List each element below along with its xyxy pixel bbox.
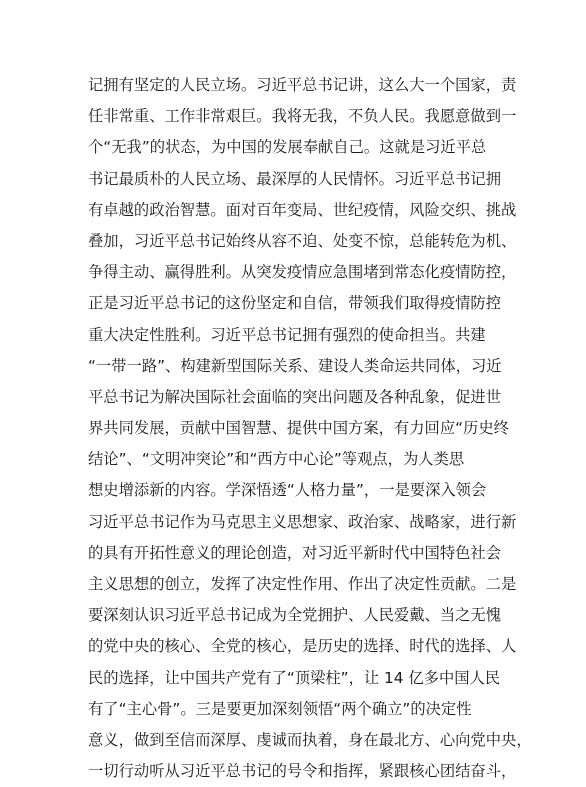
text-line: 结论”、“文明冲突论”和“西方中心论”等观点，为人类思: [88, 450, 465, 469]
text-line: 叠加，习近平总书记始终从容不迫、处变不惊，总能转危为机、: [88, 231, 517, 250]
text-line: 重大决定性胜利。习近平总书记拥有强烈的使命担当。共建: [88, 325, 486, 344]
text-line: 习近平总书记作为马克思主义思想家、政治家、战略家，进行新: [88, 512, 517, 531]
text-line: 有了“主心骨”。三是要更加深刻领悟“两个确立”的决定性: [88, 699, 472, 718]
text-line: 有卓越的政治智慧。面对百年变局、世纪疫情，风险交织、挑战: [88, 200, 517, 219]
text-line: 一切行动听从习近平总书记的号令和指挥，紧跟核心团结奋斗，: [88, 762, 517, 781]
text-line: 争得主动、赢得胜利。从突发疫情应急围堵到常态化疫情防控，: [88, 263, 517, 282]
text-line: 平总书记为解决国际社会面临的突出问题及各种乱象，促进世: [88, 387, 502, 406]
text-line: 正是习近平总书记的这份坚定和自信，带领我们取得疫情防控: [88, 294, 502, 313]
text-line: 要深刻认识习近平总书记成为全党拥护、人民爱戴、当之无愧: [88, 606, 502, 625]
text-line: 主义思想的创立，发挥了决定性作用、作出了决定性贡献。二是: [88, 575, 517, 593]
text-line: 意义，做到至信而深厚、虔诚而执着，身在最北方、心向党中央，: [88, 730, 532, 749]
text-line: 界共同发展，贡献中国智慧、提供中国方案，有力回应“历史终: [88, 419, 509, 438]
text-line: 记拥有坚定的人民立场。习近平总书记讲，这么大一个国家，责: [88, 76, 517, 94]
text-line: 想史增添新的内容。学深悟透“人格力量”，一是要深入领会: [88, 481, 487, 500]
text-line: 任非常重、工作非常艰巨。我将无我，不负人民。我愿意做到一: [88, 107, 517, 126]
text-line: 的党中央的核心、全党的核心，是历史的选择、时代的选择、人: [88, 637, 517, 656]
text-line: 书记最质朴的人民立场、最深厚的人民情怀。习近平总书记拥: [88, 169, 502, 188]
text-line: 个“无我”的状态，为中国的发展奉献自己。这就是习近平总: [88, 138, 487, 157]
text-line: 民的选择，让中国共产党有了“顶梁柱”，让 14 亿多中国人民: [88, 668, 501, 687]
body-text: [88, 70, 532, 787]
text-line: “一带一路”、构建新型国际关系、建设人类命运共同体，习近: [88, 356, 502, 375]
text-line: 的具有开拓性意义的理论创造，对习近平新时代中国特色社会: [88, 543, 502, 562]
